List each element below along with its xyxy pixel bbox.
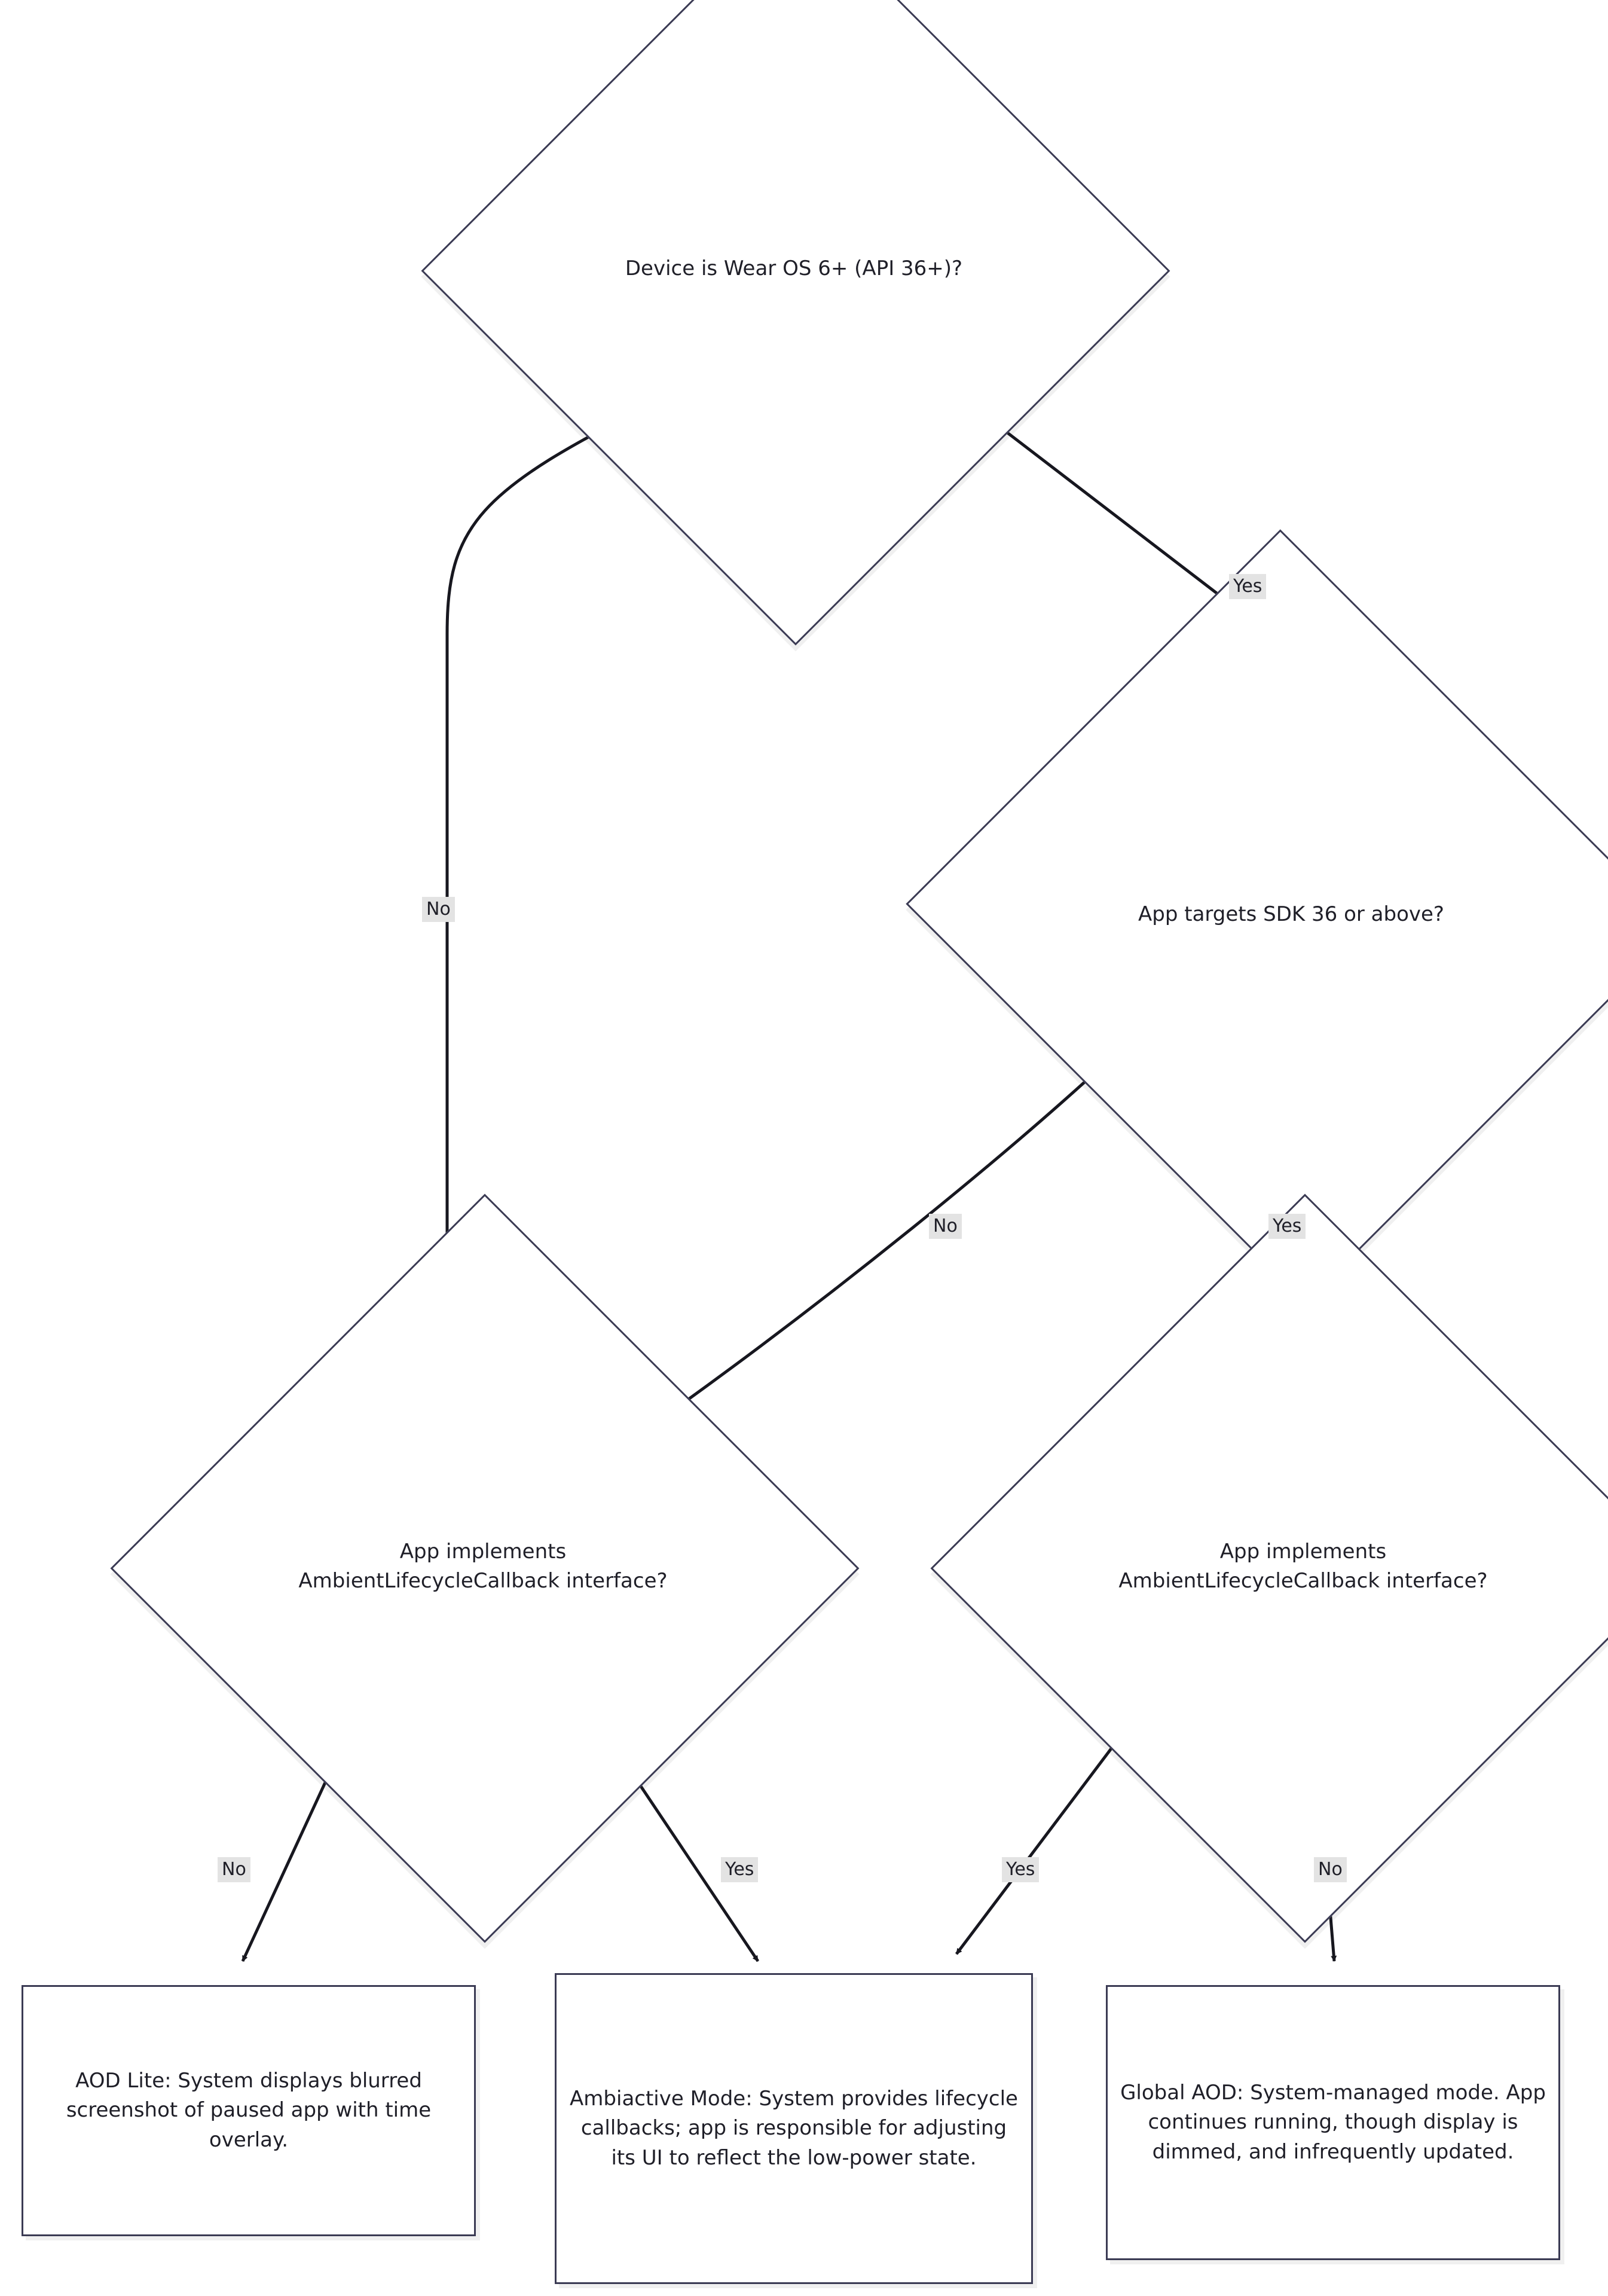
edge-label-wearos-no: No bbox=[422, 897, 455, 922]
edge-label-sdk-yes: Yes bbox=[1268, 1214, 1306, 1239]
node-global-aod[interactable] bbox=[1106, 1985, 1560, 2260]
edge-label-callback-left-no: No bbox=[218, 1857, 250, 1882]
node-callback-check-right[interactable] bbox=[1040, 1303, 1566, 1830]
node-label: App implements AmbientLifecycleCallback interface? bbox=[1118, 1539, 1488, 1593]
node-label: AOD Lite: System displays blurred screenshot of paused app with time overlay. bbox=[66, 2069, 432, 2152]
node-label: Ambiactive Mode: System provides lifecycle callbacks; app is responsible for adjusting its UI to reflect the low-power state. bbox=[570, 2087, 1018, 2170]
node-label: Global AOD: System-managed mode. App continues running, though display is dimmed, and infrequently updated. bbox=[1120, 2081, 1546, 2164]
node-label: App targets SDK 36 or above? bbox=[1138, 902, 1444, 927]
edge-label-callback-right-yes: Yes bbox=[1002, 1857, 1039, 1882]
edge-wearos-no bbox=[447, 402, 656, 1292]
edge-label-callback-left-yes: Yes bbox=[721, 1857, 758, 1882]
edge-label-sdk-no: No bbox=[929, 1214, 962, 1239]
node-label: App implements AmbientLifecycleCallback interface? bbox=[298, 1539, 668, 1593]
edge-label-callback-right-no: No bbox=[1314, 1857, 1347, 1882]
node-ambiactive[interactable] bbox=[555, 1973, 1033, 2284]
node-sdk-target-check[interactable] bbox=[1010, 652, 1572, 1178]
node-callback-check-left[interactable] bbox=[220, 1303, 746, 1830]
node-aod-lite[interactable] bbox=[22, 1985, 476, 2236]
node-wear-os-check[interactable] bbox=[531, 6, 1057, 532]
node-label: Device is Wear OS 6+ (API 36+)? bbox=[625, 257, 963, 281]
edge-label-wearos-yes: Yes bbox=[1229, 574, 1266, 599]
